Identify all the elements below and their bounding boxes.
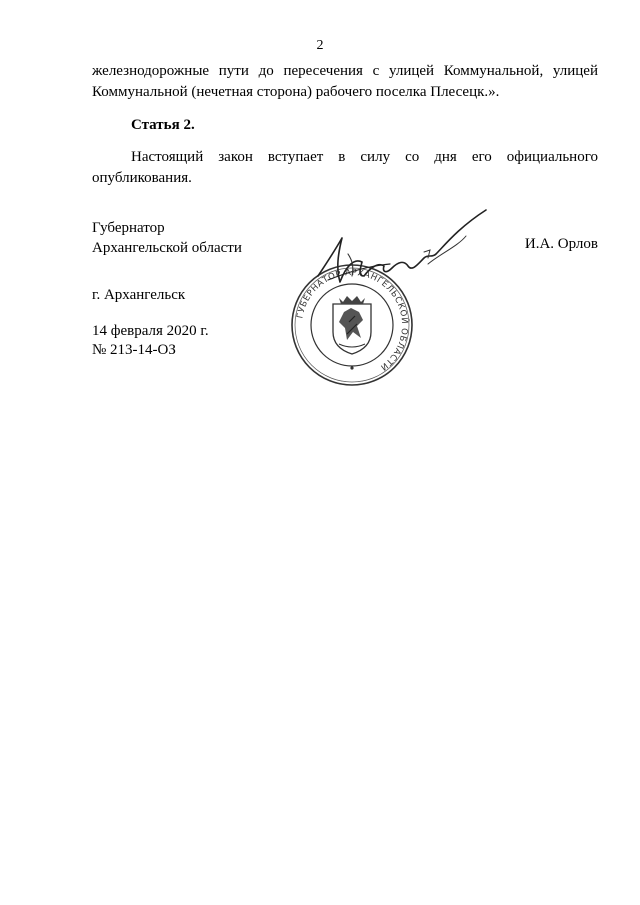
- law-date: 14 февраля 2020 г.: [92, 323, 209, 339]
- law-number: № 213-14-ОЗ: [92, 342, 176, 358]
- page-number: 2: [316, 38, 324, 53]
- article-heading: Статья 2.: [131, 117, 195, 133]
- signature-icon: [308, 206, 498, 316]
- continuation-paragraph: [92, 61, 598, 103]
- signer-title-line-2: Архангельской области: [92, 240, 242, 256]
- signer-title-line-1: Губернатор: [92, 220, 165, 236]
- article-line-1: Настоящий закон вступает в силу со дня его официального: [131, 149, 598, 165]
- place-of-signing: г. Архангельск: [92, 287, 186, 303]
- date-block: [92, 322, 209, 360]
- seal-text: ГУБЕРНАТОР АРХАНГЕЛЬСКОЙ ОБЛАСТИ: [295, 267, 410, 373]
- continuation-line-2: Коммунальной (нечетная сторона) рабочего поселка Плесецк.».: [92, 84, 500, 100]
- article-line-2: опубликования.: [92, 170, 192, 186]
- continuation-line-1: железнодорожные пути до пересечения с улицей Коммунальной, улицей: [92, 63, 598, 79]
- signer-title: [92, 218, 242, 258]
- signer-name: И.А. Орлов: [524, 236, 598, 252]
- article-body: [92, 147, 598, 189]
